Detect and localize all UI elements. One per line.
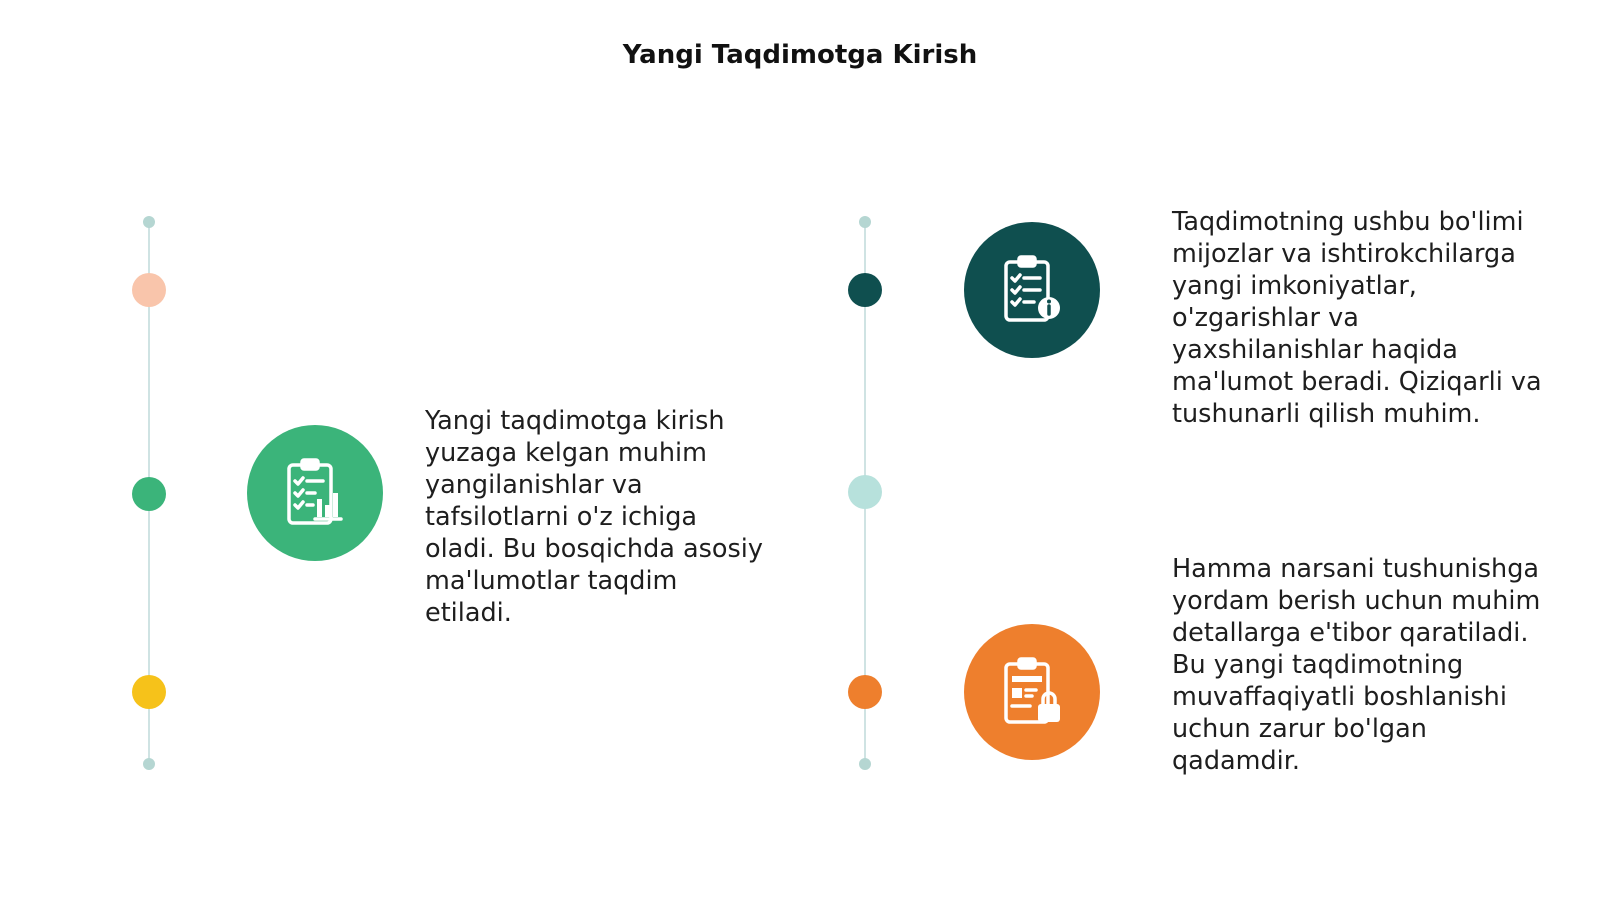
slide-title: Yangi Taqdimotga Kirish <box>622 40 978 70</box>
timeline-dot-dark-teal <box>848 273 882 307</box>
timeline-dot-orange <box>848 675 882 709</box>
clipboard-chart-icon <box>275 453 355 533</box>
timeline-end-dot <box>859 216 871 228</box>
timeline-end-dot <box>143 758 155 770</box>
timeline-end-dot <box>143 216 155 228</box>
timeline-end-dot <box>859 758 871 770</box>
item-icon-circle-dark-teal <box>964 222 1100 358</box>
item-icon-circle-green <box>247 425 383 561</box>
clipboard-lock-icon <box>992 652 1072 732</box>
item-text-2: Taqdimotning ushbu bo'limi mijozlar va ishtirokchilarga yangi imkoniyatlar, o'zgarishlar va yaxshilanishlar haqida ma'lumot beradi. Qiziqarli va tushunarli qilish muhim. <box>1172 207 1542 429</box>
timeline-dot-yellow <box>132 675 166 709</box>
item-icon-circle-orange <box>964 624 1100 760</box>
timeline-dot-green <box>132 477 166 511</box>
clipboard-info-icon <box>992 250 1072 330</box>
timeline-dot-mint <box>848 475 882 509</box>
item-text-1: Yangi taqdimotga kirish yuzaga kelgan muhim yangilanishlar va tafsilotlarni o'z ichiga oladi. Bu bosqichda asosiy ma'lumotlar taqdim etiladi. <box>425 406 763 628</box>
item-text-3: Hamma narsani tushunishga yordam berish uchun muhim detallarga e'tibor qaratiladi. Bu yangi taqdimotning muvaffaqiyatli boshlanishi uchun zarur bo'lgan qadamdir. <box>1172 554 1541 776</box>
timeline-dot-peach <box>132 273 166 307</box>
